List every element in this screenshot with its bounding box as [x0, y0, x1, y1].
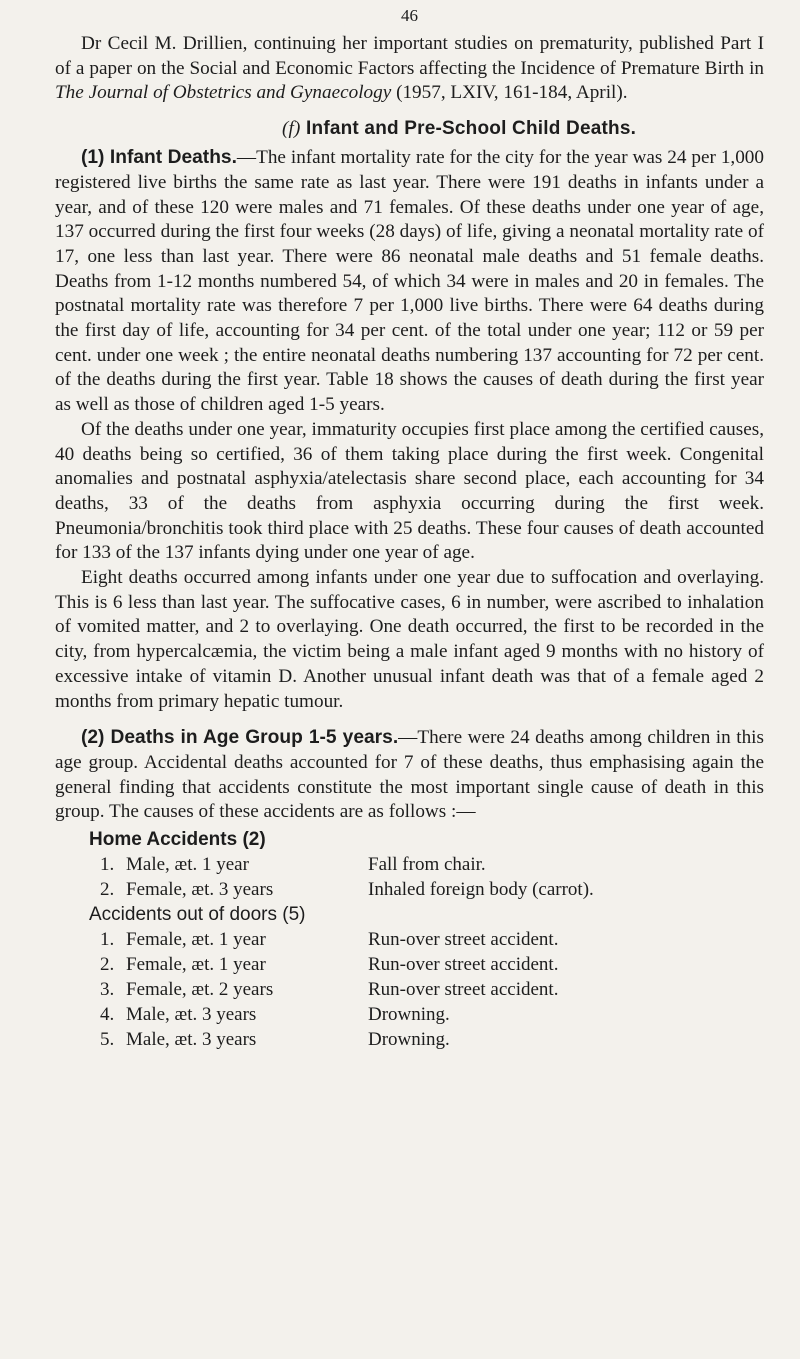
accident-row: [100, 1027, 764, 1052]
infant-deaths-text: —The infant mortality rate for the city for the year was 24 per 1,000 registered live births the same rate as last year. There were 191 deaths in infants under a year, and of these 120 were males and 71 females. Of these deaths under one year of age, 137 occurred during the first four weeks (28 days) of life, giving a neonatal mortality rate of 17, one less than last year. There were 86 neonatal male deaths and 51 female deaths. Deaths from 1-12 months numbered 54, of which 34 were in males and 20 in females. The postnatal mortality rate was therefore 7 per 1,000 live births. There were 64 deaths during the first day of life, accounting for 34 per cent. of the total under one year; 112 or 59 per cent. under one week ; the entire neonatal deaths numbering 137 accounting for 72 per cent. of the deaths during the first year. Table 18 shows the causes of death during the first year as well as those of children aged 1-5 years.: [55, 147, 764, 416]
section-heading: [282, 118, 764, 140]
accident-victim: [100, 927, 368, 952]
accident-victim-text: Female, æt. 3 years: [126, 879, 274, 901]
accident-row: [100, 1002, 764, 1027]
accident-victim: [100, 952, 368, 977]
accident-cause: Run-over street accident.: [368, 954, 559, 976]
accident-victim-text: Male, æt. 3 years: [126, 1029, 257, 1051]
intro-text-1: Dr Cecil M. Drillien, continuing her important studies on prematurity, published Part I of a paper on the Social and Economic Factors affecting the Incidence of Premature Birth in: [55, 33, 764, 79]
immaturity-paragraph: Of the deaths under one year, immaturity occupies first place among the certified causes, 40 deaths being so certified, 36 of them taking place during the first week. Congenital anomalies and postnatal asphyxia/atelectasis share second place, each accounting for 34 deaths, 33 of the deaths from asphyxia occurring during the first week. Pneumonia/bronchitis took third place with 25 deaths. These four causes of death accounted for 133 of the 137 infants dying under one year of age.: [55, 418, 764, 564]
accident-row: [100, 952, 764, 977]
accident-row: [100, 852, 764, 877]
accident-victim: [100, 852, 368, 877]
accident-victim: [100, 977, 368, 1002]
intro-text-2: (1957, LXIV, 161-184, April).: [391, 82, 628, 104]
accident-victim: [100, 1002, 368, 1027]
accident-victim-text: Female, æt. 1 year: [126, 929, 266, 951]
home-accidents-heading: Home Accidents (2): [89, 829, 266, 851]
page-number: 46: [401, 6, 418, 25]
accident-victim: [100, 877, 368, 902]
accident-number: 4.: [100, 1004, 115, 1026]
infant-deaths-paragraph: [55, 146, 764, 418]
section-title: Infant and Pre-School Child Deaths.: [306, 118, 637, 140]
outdoor-accidents-rows: [55, 927, 764, 1052]
age-group-lead: (2) Deaths in Age Group 1-5 years.: [81, 727, 399, 749]
outdoor-accidents-heading: Accidents out of doors (5): [89, 904, 306, 926]
suffocation-paragraph: Eight deaths occurred among infants under one year due to suffocation and overlaying. This is 6 less than last year. The suffocative cases, 6 in number, were ascribed to inhalation of vomited matter, and 2 to overlaying. One death occurred, the first to be recorded in the city, from hypercalcæmia, the victim being a male infant aged 9 months with no history of excessive intake of vitamin D. Another unusual infant death was that of a female aged 2 months from primary hepatic tumour.: [55, 567, 764, 712]
accident-cause: Run-over street accident.: [368, 979, 559, 1001]
accidents-list: [55, 827, 764, 1052]
accident-number: 3.: [100, 979, 115, 1001]
accident-number: 1.: [100, 854, 115, 876]
infant-deaths-lead: (1) Infant Deaths.: [81, 147, 237, 169]
accident-number: 1.: [100, 929, 115, 951]
accident-row: [100, 877, 764, 902]
journal-title: The Journal of Obstetrics and Gynaecology: [55, 82, 392, 104]
accident-number: 2.: [100, 879, 115, 901]
accident-cause: Fall from chair.: [368, 854, 486, 876]
age-group-text: —There were 24 deaths among children in this age group. Accidental deaths accounted for 7 of these deaths, thus emphasising again the general finding that accidents constitute the most important single cause of death in this group. The causes of these accidents are as follows :—: [55, 727, 764, 823]
accident-victim-text: Female, æt. 2 years: [126, 979, 274, 1001]
accident-victim: [100, 1027, 368, 1052]
accident-cause: Drowning.: [368, 1004, 450, 1026]
section-label: (f): [282, 118, 301, 140]
accident-row: [100, 927, 764, 952]
intro-paragraph: [55, 32, 764, 106]
accident-row: [100, 977, 764, 1002]
accident-victim-text: Female, æt. 1 year: [126, 954, 266, 976]
accident-victim-text: Male, æt. 3 years: [126, 1004, 257, 1026]
accident-cause: Inhaled foreign body (carrot).: [368, 879, 594, 901]
accident-cause: Drowning.: [368, 1029, 450, 1051]
age-group-paragraph: [55, 726, 764, 825]
accident-victim-text: Male, æt. 1 year: [126, 854, 249, 876]
home-accidents-rows: [55, 852, 764, 902]
accident-number: 2.: [100, 954, 115, 976]
accident-cause: Run-over street accident.: [368, 929, 559, 951]
accident-number: 5.: [100, 1029, 115, 1051]
